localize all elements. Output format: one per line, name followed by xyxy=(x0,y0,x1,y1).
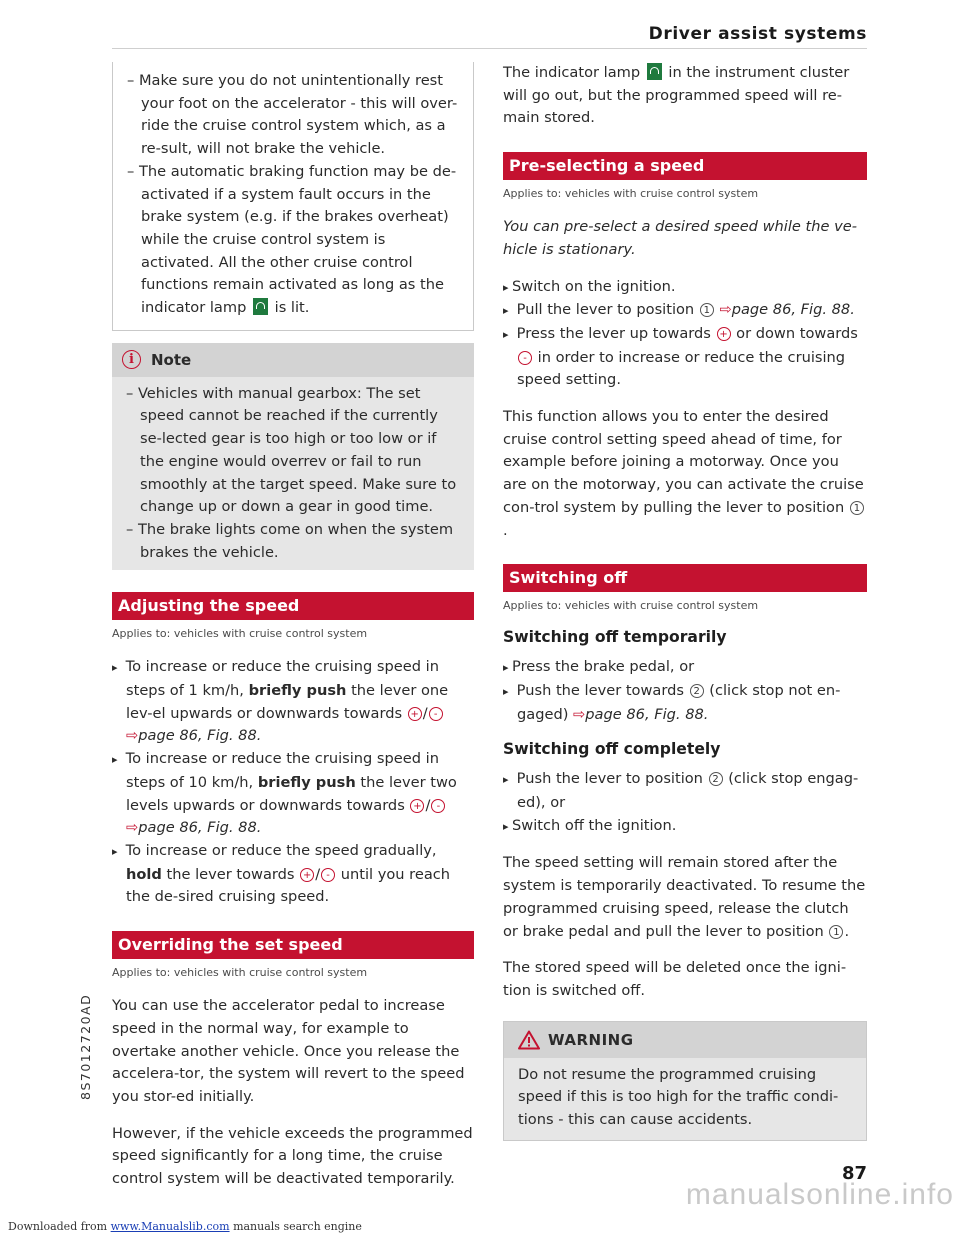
caution-item-2 xyxy=(127,161,461,320)
preselect-lead: You can pre-select a desired speed while the ve-hicle is stationary. xyxy=(503,218,857,258)
step-text: the lever two levels upwards or downwards towards xyxy=(126,773,457,814)
page-reference-link[interactable]: page 86, Fig. 88. xyxy=(585,705,709,723)
step-emphasis: briefly push xyxy=(248,682,347,700)
note-item-2: – The brake lights come on when the system brakes the vehicle. xyxy=(126,519,462,564)
section-heading-switching-off: Switching off xyxy=(503,564,867,592)
step-text: Pull the lever to position xyxy=(516,301,695,319)
switch-off-temp-step-2 xyxy=(503,680,867,726)
spacer xyxy=(112,1109,474,1123)
document-code: 8S7012720AD xyxy=(78,993,93,1100)
adjusting-step-3 xyxy=(112,840,474,909)
indicator-text: in the instrument cluster will go out, but the programmed speed will re-main stored. xyxy=(503,64,850,127)
minus-symbol-icon: - xyxy=(429,707,443,721)
warning-body xyxy=(504,1058,866,1140)
slash: / xyxy=(315,865,321,883)
ref-arrow-icon: ⇨ xyxy=(126,727,139,745)
cruise-control-lamp-icon xyxy=(253,298,268,315)
plus-symbol-icon: + xyxy=(717,327,731,341)
step-text: (click stop not en-gaged) xyxy=(517,681,841,723)
preselect-step-2 xyxy=(503,299,867,323)
page-number: 87 xyxy=(841,1163,867,1184)
section-heading-adjusting: Adjusting the speed xyxy=(112,592,474,620)
step-text: Push the lever towards xyxy=(516,681,684,699)
step-text: in order to increase or reduce the cruising speed setting. xyxy=(517,348,846,389)
ref-arrow-icon: ⇨ xyxy=(719,301,732,319)
note-item-1: – Vehicles with manual gearbox: The set speed cannot be reached if the currently se-lected gear is too high or too low or if the engine would overrev or fail to run smoothly at the target speed. Make sure to change up or down a gear in good time. xyxy=(126,383,462,519)
applies-to-adjusting: Applies to: vehicles with cruise control system xyxy=(112,627,368,641)
page-reference-link[interactable]: page 86, Fig. 88. xyxy=(138,819,262,837)
caution-item-2-text: The automatic braking function may be de-activated if a system fault occurs in the brake system (e.g. if the brakes overheat) while the cruise control system is activated. All the other cruise control functions remain activated as long as the indicator lamp xyxy=(138,162,457,317)
preselect-steps xyxy=(503,276,867,393)
caution-list xyxy=(127,70,461,320)
page-reference-link[interactable]: page 86, Fig. 88. xyxy=(731,301,855,319)
switch-off-complete-step-1 xyxy=(503,768,867,814)
overriding-paragraph-2: However, if the vehicle exceeds the programmed speed significantly for a long time, the cruise control system will be deactivated temporarily. xyxy=(112,1124,473,1188)
step-text: until you reach the de-sired cruising speed. xyxy=(126,865,451,906)
plus-symbol-icon: + xyxy=(408,707,422,721)
note-box xyxy=(112,343,474,571)
spacer xyxy=(503,262,867,276)
minus-symbol-icon: - xyxy=(518,351,532,365)
position-2-icon: 2 xyxy=(690,684,704,698)
warning-box xyxy=(503,1021,867,1141)
footer-watermark: manualsonline.info xyxy=(685,1178,954,1211)
note-header xyxy=(112,343,474,377)
preselect-step-1: ▸ Switch on the ignition. xyxy=(503,276,867,300)
minus-symbol-icon: - xyxy=(321,868,335,882)
step-text: Push the lever to position xyxy=(516,770,703,788)
step-text: the lever one lev-el upwards or downwards towards xyxy=(126,682,449,722)
section-heading-overriding: Overriding the set speed xyxy=(112,931,474,959)
indicator-paragraph xyxy=(503,62,867,130)
caution-item-1: – Make sure you do not unintentionally rest your foot on the accelerator - this will over-ride the cruise control system which, as a re-sult, will not brake the vehicle. xyxy=(127,70,461,161)
header-rule xyxy=(112,48,867,49)
plus-symbol-icon: + xyxy=(410,799,424,813)
note-title: Note xyxy=(151,350,192,369)
applies-to-switching-off: Applies to: vehicles with cruise control system xyxy=(503,599,759,613)
position-2-icon: 2 xyxy=(709,772,723,786)
applies-to-overriding: Applies to: vehicles with cruise control system xyxy=(112,966,368,980)
switch-off-complete-step-2: ▸ Switch off the ignition. xyxy=(503,815,867,839)
resume-paragraph: The speed setting will remain stored after the system is temporarily deactivated. To resume the programmed cruising speed, release the clutch or brake pedal and pull the lever to position 1 . xyxy=(503,854,866,940)
plus-symbol-icon: + xyxy=(300,868,314,882)
switch-off-complete-steps xyxy=(503,768,867,838)
step-text: Press the lever up towards xyxy=(516,324,711,342)
step-emphasis: hold xyxy=(126,865,162,883)
footer-download-note xyxy=(8,1220,362,1233)
adjusting-steps xyxy=(112,656,474,909)
right-column xyxy=(503,62,867,1141)
adjusting-step-2 xyxy=(112,748,474,840)
applies-to-preselect: Applies to: vehicles with cruise control system xyxy=(503,187,759,201)
page-reference-link[interactable]: page 86, Fig. 88. xyxy=(138,727,262,745)
warning-text: Do not resume the programmed cruising speed if this is too high for the traffic condi-tions - this can cause accidents. xyxy=(518,1065,839,1129)
step-text: To increase or reduce the cruising speed in steps of 1 km/h, xyxy=(125,658,439,700)
deleted-paragraph: The stored speed will be deleted once the igni-tion is switched off. xyxy=(503,959,847,999)
step-text: (click stop engag-ed), or xyxy=(517,770,859,812)
warning-triangle-icon xyxy=(518,1030,540,1050)
slash: / xyxy=(422,704,428,722)
footer-prefix: Downloaded from xyxy=(8,1220,108,1233)
note-body xyxy=(112,377,474,571)
indicator-text: The indicator lamp xyxy=(503,64,641,81)
info-icon: i xyxy=(122,350,141,369)
cruise-control-lamp-icon xyxy=(647,63,662,80)
footer-suffix: manuals search engine xyxy=(233,1220,362,1233)
preselect-paragraph: This function allows you to enter the desired cruise control setting speed ahead of time, for example before joining a motorway. Once you are on the motorway, you can activate the cruise con-trol system by pulling the lever to position 1. xyxy=(503,408,864,539)
spacer xyxy=(503,392,867,406)
preselect-step-3 xyxy=(503,323,867,392)
position-1-icon: 1 xyxy=(850,501,864,515)
step-text: the lever towards xyxy=(166,865,295,883)
page-header-title: Driver assist systems xyxy=(648,24,867,44)
step-text: To increase or reduce the speed gradually, xyxy=(125,841,437,859)
paragraph-text: This function allows you to enter the desired cruise control setting speed ahead of time, for example before joining a motorway. Once you are on the motorway, you can activate the cruise con-trol system by pulling the lever to position xyxy=(503,408,864,516)
footer-link[interactable]: www.Manualslib.com xyxy=(110,1220,230,1233)
caution-item-2-tail: is lit. xyxy=(274,299,310,317)
switch-off-temp-steps xyxy=(503,656,867,726)
warning-title: WARNING xyxy=(548,1030,634,1049)
adjusting-step-1 xyxy=(112,656,474,748)
spacer xyxy=(503,943,867,957)
subheading-completely: Switching off completely xyxy=(503,740,721,759)
switch-off-temp-step-1: ▸ Press the brake pedal, or xyxy=(503,656,867,680)
caution-continued-box xyxy=(112,62,474,331)
slash: / xyxy=(425,796,431,814)
step-emphasis: briefly push xyxy=(257,773,356,791)
note-list xyxy=(126,383,462,565)
subheading-temporarily: Switching off temporarily xyxy=(503,628,727,647)
left-column xyxy=(112,62,474,1191)
paragraph-text: The speed setting will remain stored after the system is temporarily deactivated. To resume the programmed cruising speed, release the clutch or brake pedal and pull the lever to position xyxy=(503,854,866,940)
ref-arrow-icon: ⇨ xyxy=(126,819,139,837)
overriding-paragraph-1: You can use the accelerator pedal to increase speed in the normal way, for example to overtake another vehicle. Once you release the accelera-tor, the system will revert to the speed you stor-ed initially. xyxy=(112,997,465,1105)
position-1-icon: 1 xyxy=(829,925,843,939)
ref-arrow-icon: ⇨ xyxy=(573,705,586,723)
minus-symbol-icon: - xyxy=(431,799,445,813)
section-heading-preselect: Pre-selecting a speed xyxy=(503,152,867,180)
position-1-icon: 1 xyxy=(700,303,714,317)
spacer xyxy=(503,838,867,852)
step-text: or down towards xyxy=(736,324,858,342)
step-text: To increase or reduce the cruising speed in steps of 10 km/h, xyxy=(125,750,439,791)
warning-header xyxy=(504,1022,866,1058)
